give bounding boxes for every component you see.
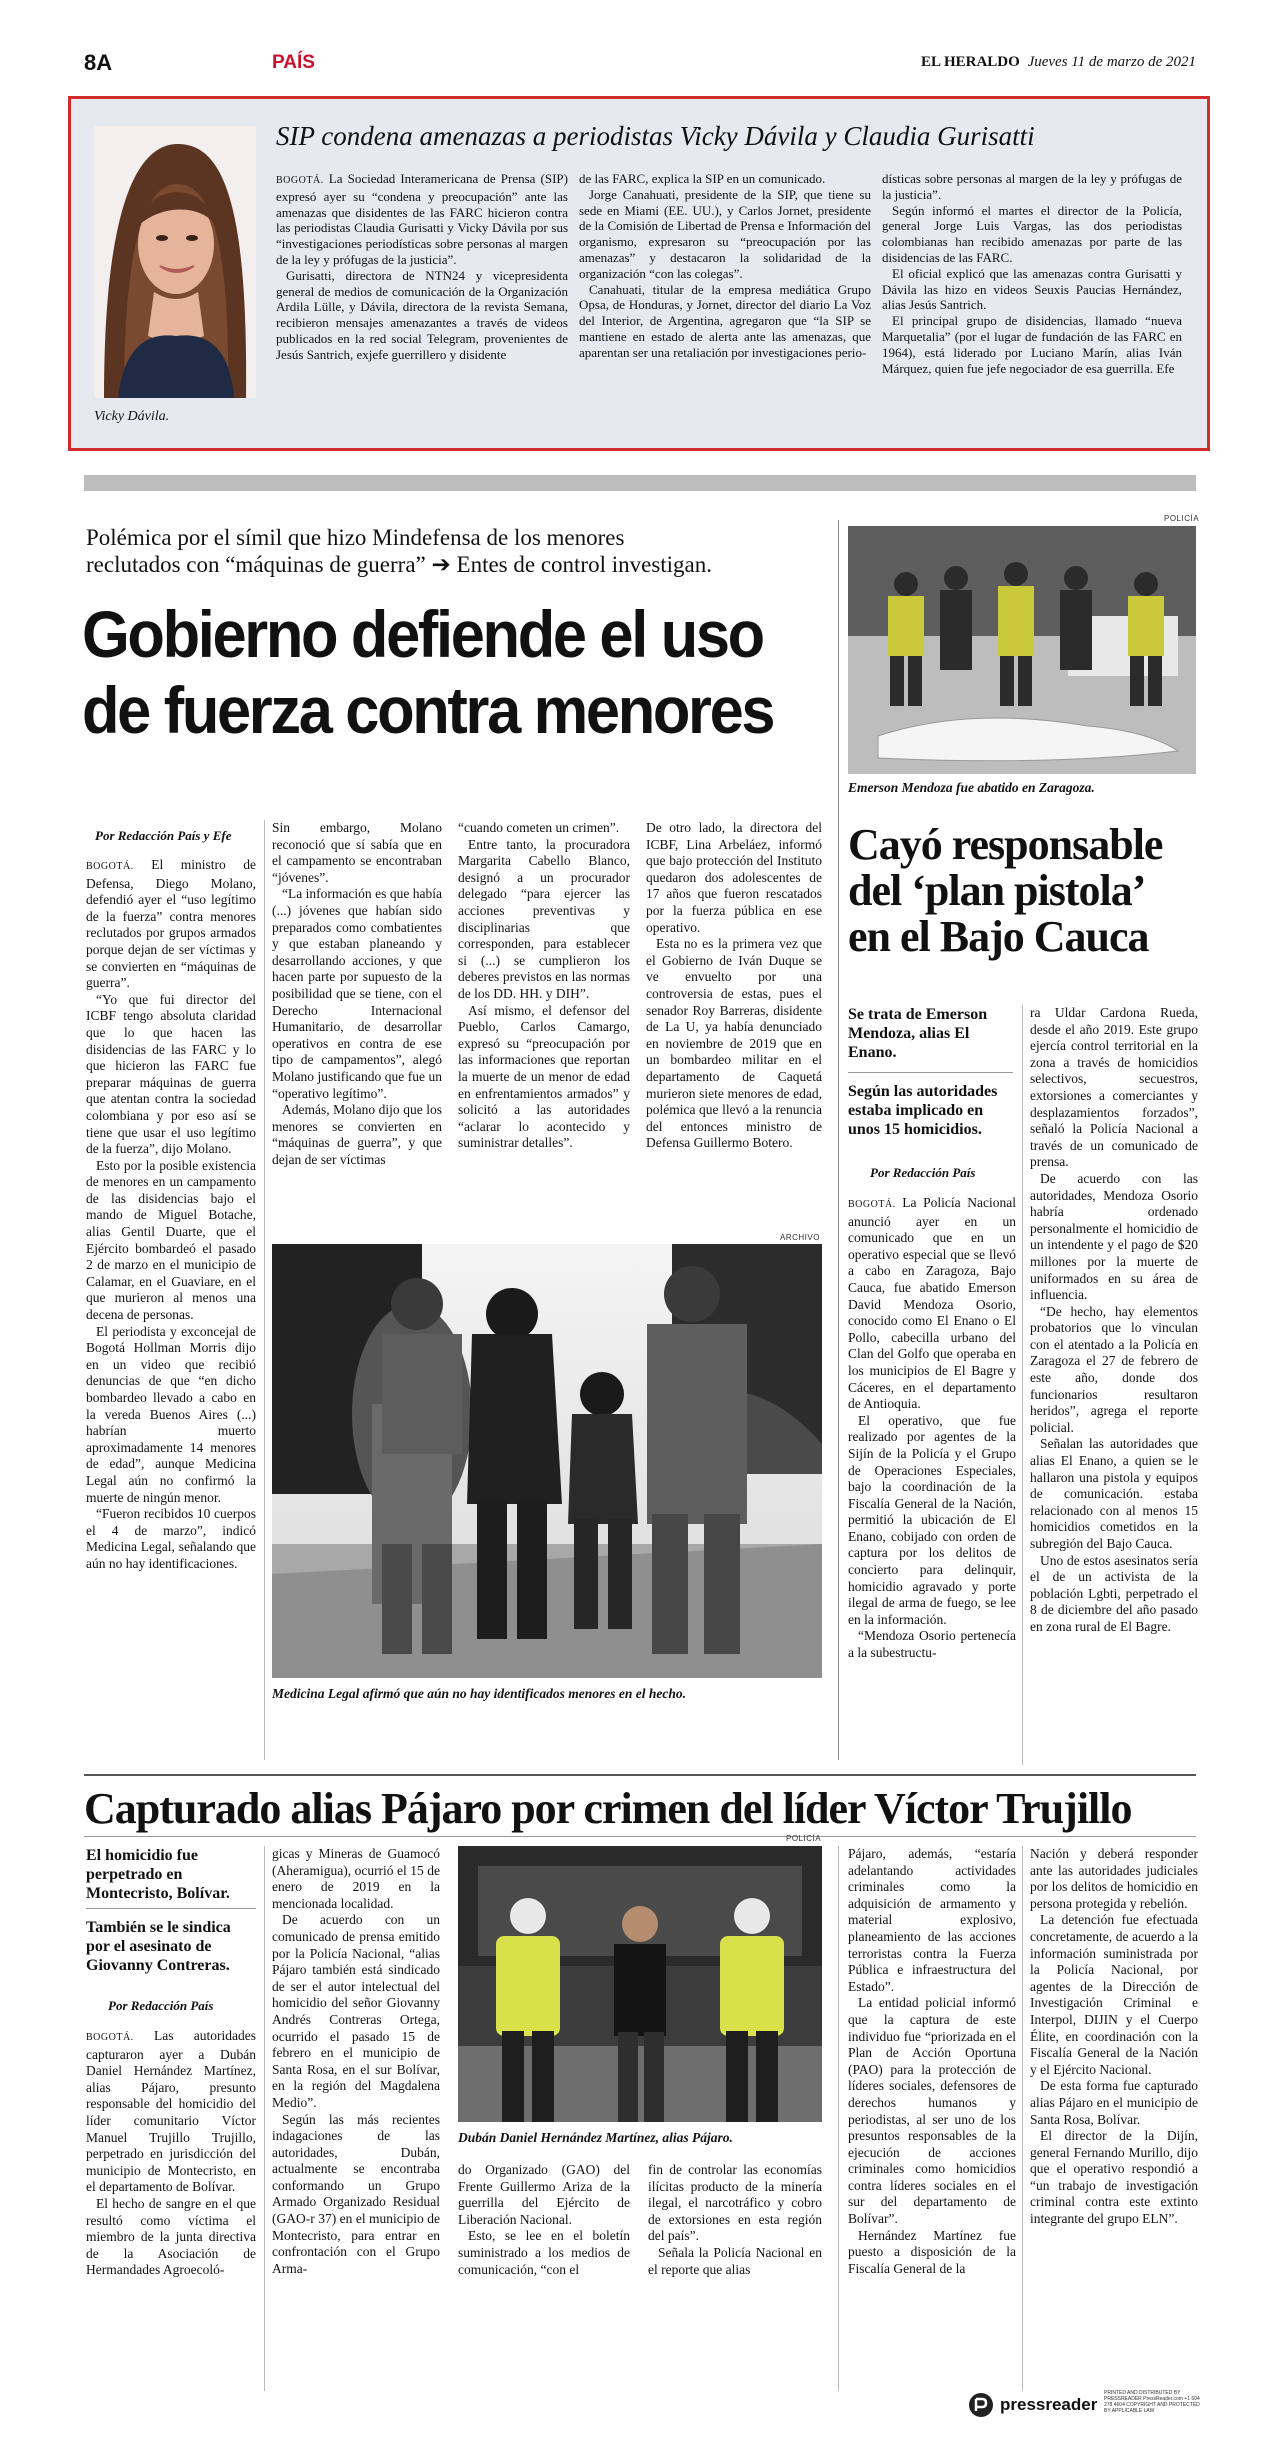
headline-line-3: en el Bajo Cauca [848,912,1149,961]
dateline: BOGOTÁ. [848,1199,896,1210]
paragraph: “De hecho, hay elementos probatorios que lo vinculan con el atentado a la Policía en Zaragoza el 27 de febrero de este año, donde dos funcionarios resultaron heridos”, agrega el reporte policial. [1030,1303,1198,1435]
headline-line-2: del ‘plan pistola’ [848,866,1146,915]
issue-date: Jueves 11 de marzo de 2021 [1027,54,1196,70]
paragraph: dísticas sobre personas al margen de la ley y prófugas de la justicia”. [882,171,1182,202]
bottom-deck-2: También se le sindica por el asesinato de Giovanny Contreras. [86,1919,231,1974]
paragraph: Nación y deberá responder ante las autoridades judiciales por los delitos de homicidio en persona protegida y rebelión. [1030,1846,1198,1911]
section-divider-bar [84,475,1196,491]
main-photo-caption: Medicina Legal afirmó que aún no hay identificados menores en el hecho. [272,1686,686,1701]
kicker-line-2: reclutados con “máquinas de guerra” ➔ Entes de control investigan. [86,552,713,577]
pressreader-brand: pressreader [1000,2395,1098,2414]
paragraph: El ministro de Defensa, Diego Molano, defendió ayer el “uso legítimo de la fuerza” contra menores reclutados por grupos armados porque dejan de ser víctimas y se convierten en “máquinas de guerra”. [86,857,256,991]
sidebar-deck-1: Se trata de Emerson Mendoza, alias El Enano. [848,1006,988,1061]
pressreader-icon [968,2392,994,2418]
arrow-icon: ➔ [431,552,451,577]
bottom-photo [458,1846,822,2122]
paragraph: gicas y Mineras de Guamocó (Aheramigua), ocurrió el 15 de enero de 2019 en la mencionada localidad. [272,1846,440,1911]
paragraph: La Policía Nacional anunció ayer en un comunicado que en un operativo especial que se llevó a cabo en Zaragoza, Bajo Cauca, fue abatido Emerson David Mendoza Osorio, conocido como El Enano o El Pollo, cabecilla urbano del Clan del Golfo que operaba en los municipios de El Bagre y Cáceres, en el departamento de Antioquia. [848,1195,1016,1412]
sidebar-col-2 [1030,1005,1198,1636]
dateline: BOGOTÁ. [86,861,134,872]
paragraph: Hernández Martínez fue puesto a disposición de la Fiscalía General de la [848,2227,1016,2276]
sidebar-headline [848,822,1198,960]
bottom-col-2 [272,1846,440,2277]
sidebar-photo-credit: POLICÍA [1164,514,1200,523]
paper-name: EL HERALDO [921,54,1020,70]
paragraph: La entidad policial informó que la captura de este individuo fue “priorizada en el Plan de Acción Oportuna (PAO) para la protección de líderes sociales, defensores de derechos humanos y periodistas, al ser uno de los presuntos responsables de la ejecución de acciones criminales como homicidios contra líderes sociales en el sur del departamento de Bolívar”. [848,1995,1016,2227]
paragraph: La Sociedad Interamericana de Prensa (SIP) expresó ayer su “condena y preocupación” ante las amenazas que disidentes de las FARC hicieron contra las periodistas Claudia Gurisatti y Vicky Dávila por sus “investigaciones periodísticas sobre personas al margen de la ley y prófugas de la justicia”. [276,171,568,267]
main-col-3 [458,820,630,1152]
vicky-davila-photo [94,126,256,398]
main-byline: Por Redacción País y Efe [95,828,232,843]
headline-line-2: de fuerza contra menores [82,673,774,747]
paragraph: “Yo que fui director del ICBF tengo absoluta claridad que lo que hacen las disidencias de las FARC y lo que hicieron las FARC fue preparar máquinas de guerra que atentan contra la sociedad colombiana y por eso así se tiene que usar el uso legítimo de la fuerza”, dijo Molano. [86,991,256,1157]
bottom-photo-credit: POLICÍA [786,1834,822,1843]
bottom-col-3 [848,1846,1016,2277]
sip-col-2 [579,171,871,361]
sip-box [68,96,1210,451]
dateline: BOGOTÁ. [276,175,324,186]
bottom-photo-caption: Dubán Daniel Hernández Martínez, alias Pájaro. [458,2130,733,2145]
paragraph: Esto, se lee en el boletín suministrado a los medios de comunicación, “con el [458,2228,630,2277]
main-kicker [86,524,826,578]
paragraph: “cuando cometen un crimen”. [458,820,620,835]
paragraph: Uno de estos asesinatos sería el de un activista de la población Lgbti, perpetrado el 8 de diciembre del año pasado en zona rural de El Bagre. [1030,1552,1198,1634]
paragraph: Además, Molano dijo que los menores se convierten en “máquinas de guerra”, y que dejan de ser víctimas [272,1102,442,1167]
paragraph: Sin embargo, Molano reconoció que sí sabía que en el campamento se encontraban “jóvenes”. [272,820,442,885]
paragraph: Gurisatti, directora de NTN24 y vicepresidenta general de medios de comunicación de la Organización Ardila Lülle, y Dávila, directora de la revista Semana, recibieron mensajes amenazantes a través de videos publicados en la red social Telegram, provenientes de Jesús Santrich, exjefe guerrillero y disidente [276,267,568,362]
section-label: PAÍS [272,52,315,73]
dateline: BOGOTÁ. [86,2032,134,2043]
sidebar-byline: Por Redacción País [870,1165,976,1180]
paragraph: El oficial explicó que las amenazas contra Gurisatti y Dávila las hizo en videos Seuxis Paucias Hernández, alias Jesús Santrich. [882,265,1182,313]
paragraph: Señalan las autoridades que alias El Enano, a quien se le hallaron una pistola y equipos de comunicación. estaba relacionado con al menos 15 homicidios cometidos en la subregión del Bajo Cauca. [1030,1436,1198,1551]
paragraph: Pájaro, además, “estaría adelantando actividades criminales como la adquisición de armamento y material explosivo, planeamiento de las acciones terroristas contra la Fuerza Pública e infraestructura del Estado”. [848,1846,1016,1994]
headline-line-1: Gobierno defiende el uso [82,597,763,671]
sip-photo-caption: Vicky Dávila. [94,409,170,424]
bottom-col-4 [1030,1846,1198,2228]
sidebar-col-1 [848,1195,1016,1662]
masthead [921,54,1196,71]
paragraph: De acuerdo con las autoridades, Mendoza Osorio habría ordenado personalmente el homicidio de un intendente y el pago de $20 millones por la muerte de uniformados en su área de influencia. [1030,1170,1198,1303]
paragraph: de las FARC, explica la SIP en un comunicado. [579,171,826,186]
main-photo-credit: ARCHIVO [780,1233,820,1242]
paragraph: “Mendoza Osorio pertenecía a la subestructu- [848,1628,1016,1661]
page-number: 8A [84,50,113,75]
paragraph: Señala la Policía Nacional en el reporte que alias [648,2244,822,2277]
main-col-1 [86,857,256,1573]
paragraph: De acuerdo con un comunicado de prensa emitido por la Policía Nacional, “alias Pájaro también está sindicado de ser el autor intelectual del homicidio del señor Giovanny Andrés Contreras Ortega, ocurrido el pasado 15 de febrero en el municipio de Santa Rosa, en el sur Bolívar, en la región del Magdalena Medio”. [272,1912,440,2110]
bottom-deck-1: El homicidio fue perpetrado en Montecristo, Bolívar. [86,1847,230,1902]
bottom-byline: Por Redacción País [108,1998,214,2013]
paragraph: ra Uldar Cardona Rueda, desde el año 2019. Este grupo ejercía control territorial en la zona a través de homicidios selectivos, secuestros, extorsiones a comerciantes y desplazamientos forzados”, señaló la Policía Nacional a través de un comunicado de prensa. [1030,1005,1198,1170]
paragraph: De otro lado, la directora del ICBF, Lina Arbeláez, informó que bajo protección del Instituto quedaron dos adolescentes de 17 años que fueron rescatados por la fuerza pública en ese operativo. [646,820,822,935]
portrait-image [94,126,256,398]
main-photo [272,1244,822,1678]
main-headline [82,596,780,748]
sip-headline: SIP condena amenazas a periodistas Vicky Dávila y Claudia Gurisatti [276,121,1035,151]
paragraph: De esta forma fue capturado alias Pájaro en el municipio de Santa Rosa, Bolívar. [1030,2078,1198,2127]
paragraph: Jorge Canahuati, presidente de la SIP, que tiene su sede en Miami (EE. UU.), y Carlos Jornet, presidente de la Comisión de Libertad de Prensa e Información del organismo, expresaron su “preocupación por las amenazas” y destacaron la solidaridad de la organización “con las colegas”. [579,186,871,281]
sidebar-photo [848,526,1196,774]
main-col-4 [646,820,822,1152]
paragraph: Así mismo, el defensor del Pueblo, Carlos Camargo, expresó su “preocupación por las informaciones que reportan la muerte de un menor de edad en enfrentamientos armados” y solicitó a las autoridades “aclarar lo acontecido y suministrar detalles”. [458,1002,630,1151]
paragraph: Según las más recientes indagaciones de las autoridades, Dubán, actualmente se encontraba conformando un Grupo Armado Organizado Residual (GAO-r 37) en el municipio de Montecristo, para entrar en confrontación con el Grupo Arma- [272,2111,440,2276]
paragraph: “Fueron recibidos 10 cuerpos el 4 de marzo”, indicó Medicina Legal, señalando que aún no hay identificaciones. [86,1506,256,1571]
paragraph: Esta no es la primera vez que el Gobierno de Iván Duque se ve envuelto por una controversia de estas, pues el senador Roy Barreras, disidente de La U, ya había denunciado en noviembre de 2019 que en un bombardeo militar en el departamento de Caquetá murieron siete menores de edad, polémica que llevó a la renuncia del entonces ministro de Defensa Guillermo Botero. [646,936,822,1151]
paragraph: do Organizado (GAO) del Frente Guillermo Ariza de la guerrilla del Ejército de Liberación Nacional. [458,2162,630,2227]
soldiers-image [272,1244,822,1678]
police-image [848,526,1196,774]
pressreader-logo[interactable] [968,2392,1097,2418]
paragraph: La detención fue efectuada concretamente, de acuerdo a la información suministrada por la Policía Nacional, por agentes de la Dirección de Investigación Criminal e Interpol, DIJIN y el Cuerpo Élite, en coordinación con la Fiscalía General de la Nación y el Ejército Nacional. [1030,1912,1198,2077]
sip-col-1 [276,171,568,363]
kicker-line-1: Polémica por el símil que hizo Mindefensa de los menores [86,525,625,550]
bottom-under-col-1 [458,2162,630,2278]
paragraph: El hecho de sangre en el que resultó como víctima el miembro de la junta directiva de la Asociación de Hermandades Agroecoló- [86,2195,256,2278]
paragraph: Las autoridades capturaron ayer a Dubán Daniel Hernández Martínez, alias Pájaro, presunto responsable del homicidio del líder comunitario Víctor Manuel Trujillo Trujillo, perpetrado en jurisdicción del municipio de Montecristo, en el departamento de Bolívar. [86,2028,257,2195]
paragraph: El principal grupo de disidencias, llamado “nueva Marquetalia” (por el lugar de fundación de las FARC en 1964), está liderado por Luciano Marín, alias Iván Márquez, quien fue jefe negociador de esa guerrilla. Efe [882,313,1182,376]
paragraph: Según informó el martes el director de la Policía, general Jorge Luis Vargas, las dos periodistas colombianas han recibido amenazas por parte de las disidencias de las FARC. [882,202,1182,265]
bottom-headline: Capturado alias Pájaro por crimen del líder Víctor Trujillo [84,1784,1132,1833]
paragraph: El periodista y exconcejal de Bogotá Hollman Morris dijo en un video que recibió denuncias de que “en dicho bombardeo llevado a cabo en la vereda Buenos Aires (...) habrían muerto aproximadamente 14 menores de edad”, aunque Medicina Legal aún no confirmó la muerte de ningún menor. [86,1323,256,1505]
sidebar-photo-caption: Emerson Mendoza fue abatido en Zaragoza. [848,780,1095,795]
bottom-col-1 [86,2028,256,2279]
paragraph: Esto por la posible existencia de menores en un campamento de las disidencias bajo el mando de Miguel Botache, alias Gentil Duarte, que el Ejército bombardeó el pasado 2 de marzo en el municipio de Calamar, en el Guaviare, en el que murieron al menos una decena de personas. [86,1157,256,1323]
paragraph: fin de controlar las economías ilícitas producto de la minería ilegal, el narcotráfico y cobro de extorsiones en esta región del país”. [648,2162,822,2244]
paragraph: Canahuati, titular de la empresa mediática Grupo Opsa, de Honduras, y Jornet, director del diario La Voz del Interior, de Argentina, agregaron que “la SIP se mantiene en estado de alerta ante las amenazas, que aparentan ser una retaliación por investigaciones perio- [579,281,871,360]
sidebar-deck-2: Según las autoridades estaba implicado en unos 15 homicidios. [848,1083,998,1138]
sip-col-3 [882,171,1182,376]
main-col-2 [272,820,442,1168]
paragraph: Entre tanto, la procuradora Margarita Cabello Blanco, designó a un procurador delegado “para ejercer las acciones preventivas y disciplinarias que corresponden, para establecer si (...) se cumplieron los deberes previstos en las normas de los DD. HH. y DIH”. [458,836,630,1001]
paragraph: El director de la Dijín, general Fernando Murillo, dijo que el operativo respondió a “un trabajo de investigación criminal contra este extinto integrante del grupo ELN”. [1030,2128,1198,2227]
paragraph: “La información es que había (...) jóvenes que habían sido preparados como combatientes y que estaban planeando y desarrollando acciones, y que hacen parte por supuesto de la posibilidad que se tiene, con el Derecho Internacional Humanitario, de desarrollar operativos en contra de ese tipo de campamentos”, alegó Molano justificando que fue un “operativo legítimo”. [272,886,442,1101]
bottom-under-col-2 [648,2162,822,2278]
arrest-image [458,1846,822,2122]
pressreader-fine-print: PRINTED AND DISTRIBUTED BY PRESSREADER PressReader.com +1 604 278 4604 COPYRIGHT AND PROTECTED BY APPLICABLE LAW [1104,2390,1200,2414]
headline-line-1: Cayó responsable [848,820,1163,869]
paragraph: El operativo, que fue realizado por agentes de la Sijín de la Policía y el Grupo de Operaciones Especiales, bajo la coordinación de la Fiscalía General de la Nación, permitió la ubicación de El Enano, cobijado con orden de captura por los delitos de concierto para delinquir, homicidio agravado y porte ilegal de arma de fuego, se lee en la información. [848,1412,1016,1627]
